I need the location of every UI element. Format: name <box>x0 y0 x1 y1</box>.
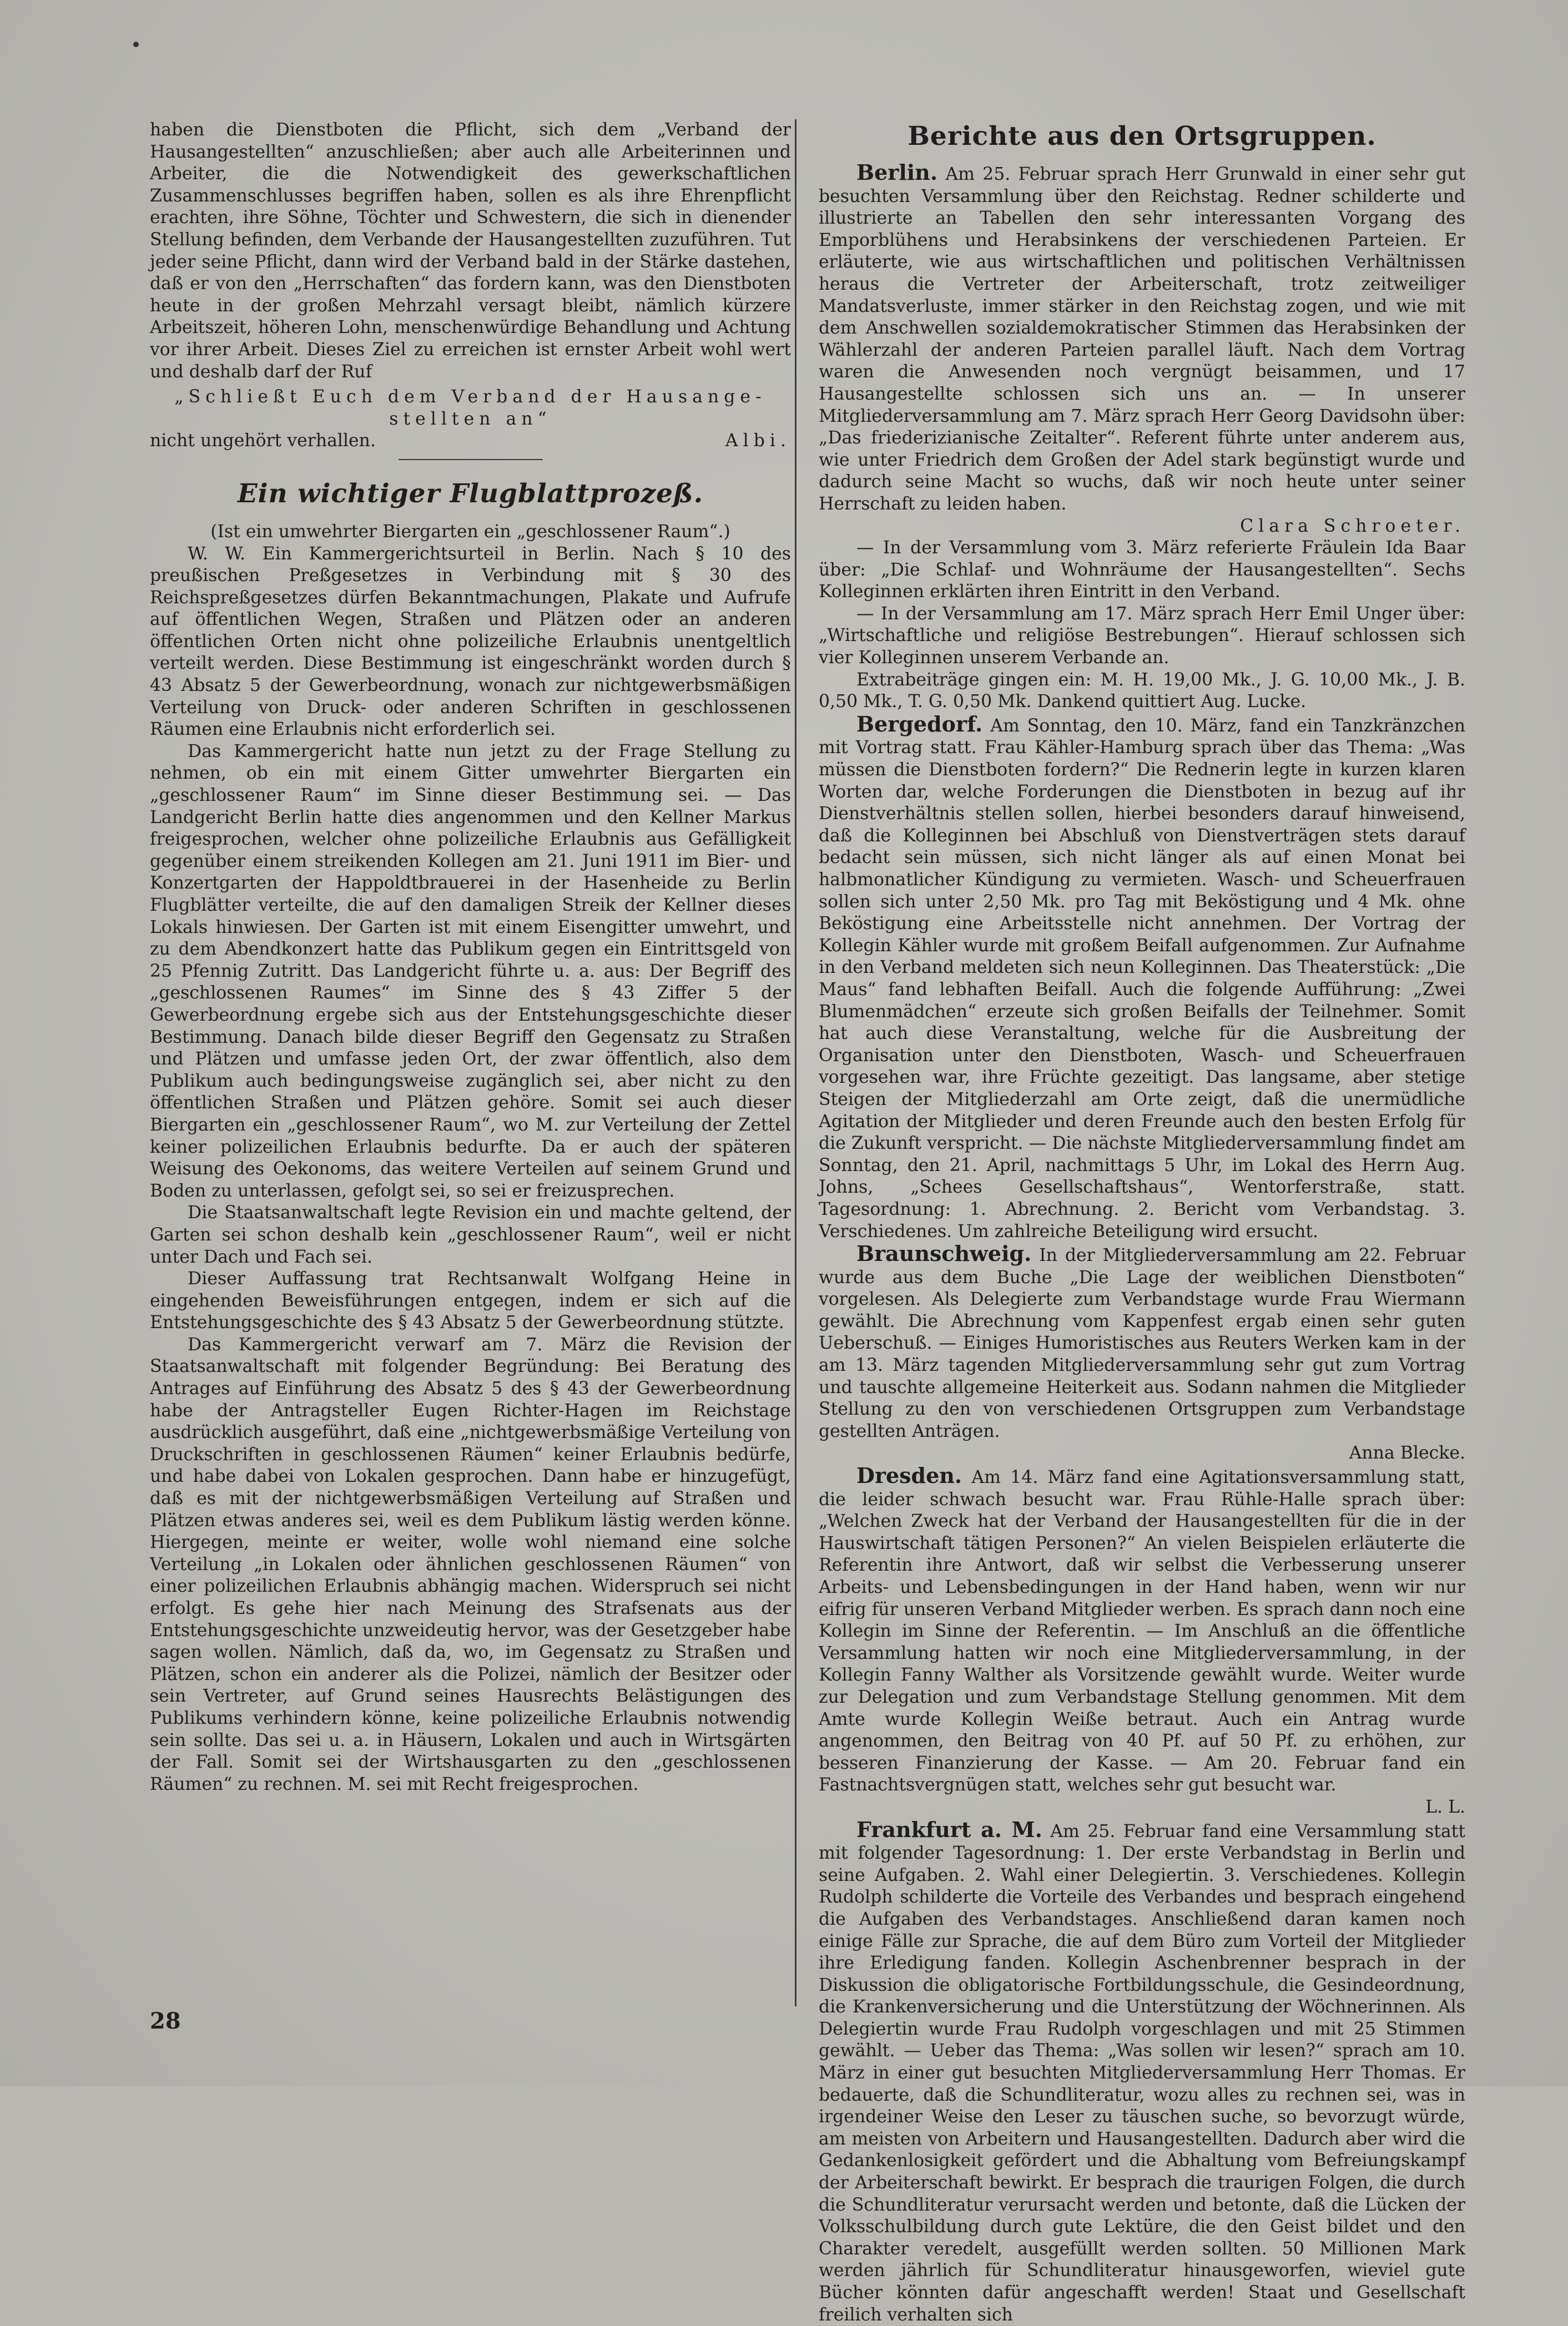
report-place: Bergedorf. <box>856 711 983 736</box>
intro-paragraph: haben die Dienstboten die Pflicht, sich dem „Verband der Hausangestellten“ anzuschließen; aber auch alle Arbeiterinnen und Arbeiter, die die Notwendigkeit des gewerkschaftlichen Zusammenschlusses begriffen haben, sollen es als ihre Ehrenpflicht erachten, ihre Söhne, Töchter und Schwestern, die sich in dienender Stellung befinden, dem Verbande der Hausangestellten zuzuführen. Tut jeder seine Pflicht, dann wird der Verband bald in der Stärke dastehen, daß er von den „Herrschaften“ das fordern kann, was den Dienstboten heute in der großen Mehrzahl versagt bleibt, nämlich kürzere Arbeitszeit, höheren Lohn, menschenwürdige Behandlung und Achtung vor ihrer Arbeit. Dieses Ziel zu erreichen ist ernster Arbeit wohl wert und deshalb darf der Ruf <box>150 120 791 382</box>
article-title: Ein wichtiger Flugblattprozeß. <box>237 478 704 509</box>
report-signature: Anna Blecke. <box>1349 1443 1465 1464</box>
closing-signature: Albi. <box>725 431 791 451</box>
article-paragraph-3: Die Staatsanwaltschaft legte Revision ein und machte geltend, der Garten sei schon deshalb kein „geschlossener Raum“, weil er nicht unter Dach und Fach sei. <box>150 1203 791 1267</box>
report-braunschweig <box>819 1243 1465 1465</box>
report-bergedorf <box>819 713 1465 1243</box>
column-divider <box>795 119 796 2006</box>
report-text: Am 14. März fand eine Agitationsversammlung statt, die leider schwach besucht war. Frau Rühle-Halle sprach über: „Welchen Zweck hat der Verband der Hausangestellten für die in der Hauswirtschaft tätigen Personen?“ An vielen Beispielen erläuterte die Referentin ihre Antwort, daß wir selbst die Verbesserung unserer Arbeits- und Lebensbedingungen in der Hand haben, wenn wir nur eifrig für unseren Verband Mitglieder werben. Es sprach dann noch eine Kollegin im Sinne der Referentin. — Im Anschluß an die öffentliche Versammlung hatten wir noch eine Mitgliederversammlung, in der Kollegin Fanny Walther als Vorsitzende gewählt wurde. Weiter wurde zur Delegation und zum Verbandstage Stellung genommen. Mit dem Amte wurde Kollegin Weiße betraut. Auch ein Antrag wurde angenommen, den Beitrag von 40 Pf. auf 50 Pf. zu erhöhen, zur besseren Finanzierung der Kasse. — Am 20. Februar fand ein Fastnachtsvergnügen statt, welches sehr gut besucht war. <box>819 1467 1465 1795</box>
report-berlin-extra-3: Extrabeiträge gingen ein: M. H. 19,00 Mk., J. G. 10,00 Mk., J. B. 0,50 Mk., T. G. 0,50 Mk. Dankend quittiert Aug. Lucke. <box>819 669 1465 712</box>
closing-line <box>150 430 791 452</box>
report-berlin-extra-1: — In der Versammlung vom 3. März referierte Fräulein Ida Baar über: „Die Schlaf- und Wohnräume der Hausangestellten“. Sechs Kolleginnen erklärten ihren Eintritt in den Verband. <box>819 538 1465 602</box>
report-text: Am Sonntag, den 10. März, fand ein Tanzkränzchen mit Vortrag statt. Frau Kähler-Hamburg sprach über das Thema: „Was müssen die Dienstboten fordern?“ Die Rednerin legte in kurzen klaren Worten dar, welche Forderungen die Dienstboten in bezug auf ihr Dienstverhältnis stellen sollen, hierbei besonders darauf hinweisend, daß die Kolleginnen bei Abschluß von Dienstverträgen stets darauf bedacht sein müssen, sich nicht länger als auf einen Monat bei halbmonatlicher Kündigung zu vermieten. Wasch- und Scheuerfrauen sollen sich unter 2,50 Mk. pro Tag mit Beköstigung und 4 Mk. ohne Beköstigung eine Arbeitsstelle nicht annehmen. Der Vortrag der Kollegin Kähler wurde mit großem Beifall aufgenommen. Zur Aufnahme in den Verband meldeten sich neun Kolleginnen. Das Theaterstück: „Die Maus“ fand lebhaften Beifall. Auch die folgende Aufführung: „Zwei Blumenmädchen“ erzeute sich großen Beifalls der Teilnehmer. Somit hat auch diese Veranstaltung, welche für die Ausbreitung der Organisation unter den Dienstboten, Wasch- und Scheuerfrauen vorgesehen war, ihre Früchte gezeitigt. Das langsame, aber stetige Steigen der Mitgliederzahl am Orte zeigt, daß die unermüdliche Agitation der Mitglieder und deren Freunde auch den besten Erfolg für die Zukunft verspricht. — Die nächste Mitgliederversammlung findet am Sonntag, den 21. April, nachmittags 5 Uhr, im Lokal des Herrn Aug. Johns, „Schees Gesellschaftshaus“, Wentorferstraße, statt. Tagesordnung: 1. Abrechnung. 2. Bericht vom Verbandstag. 3. Verschiedenes. Um zahlreiche Beteiligung wird ersucht. <box>819 715 1465 1242</box>
report-text: Am 25. Februar fand eine Versammlung statt mit folgender Tagesordnung: 1. Der erste Verbandstag in Berlin und seine Aufgaben. 2. Wahl einer Delegiertin. 3. Verschiedenes. Kollegin Rudolph schilderte die Vorteile des Verbandes und besprach eingehend die Aufgaben des Verbandstages. Anschließend daran kamen noch einige Fälle zur Sprache, die auf dem Büro zum Vorteil der Mitglieder ihre Erledigung fanden. Kollegin Aschenbrenner besprach in der Diskussion die obligatorische Fortbildungsschule, die Gesindeordnung, die Krankenversicherung und die Unterstützung der Wöchnerinnen. Als Delegiertin wurde Frau Rudolph vorgeschlagen und mit 25 Stimmen gewählt. — Ueber das Thema: „Was sollen wir lesen?“ sprach am 10. März in einer gut besuchten Mitgliederversammlung Herr Thomas. Er bedauerte, daß die Schundliteratur, wozu alles zu rechnen sei, was in irgendeiner Weise den Leser zu täuschen suche, so bevorzugt würde, am meisten von Arbeitern und Hausangestellten. Dadurch aber wird die Gedankenlosigkeit gefördert und die Abhaltung vom Befreiungskampf der Arbeiterschaft bewirkt. Er besprach die traurigen Folgen, die durch die Schundliteratur verursacht werden und betonte, daß die Lücken der Volksschulbildung durch gute Lektüre, die den Geist bildet und den Charakter veredelt, ausgefüllt werden sollten. 50 Millionen Mark werden jährlich für Schundliteratur hinausgeworfen, wieviel gute Bücher könnten dafür angeschafft werden! Staat und Gesellschaft freilich verhalten sich <box>819 1821 1465 2325</box>
section-divider <box>399 459 543 460</box>
report-place: Frankfurt a. M. <box>856 1817 1042 1842</box>
article-paragraph-1: W. W. Ein Kammergerichtsurteil in Berlin. Nach § 10 des preußischen Preßgesetzes in Verbindung mit § 30 des Reichspreßgesetzes dürfen Bekanntmachungen, Plakate und Aufrufe auf öffentlichen Wegen, Straßen und Plätzen oder an anderen öffentlichen Orten nicht ohne polizeiliche Erlaubnis unentgeltlich verteilt werden. Diese Bestimmung ist eingeschränkt worden durch § 43 Absatz 5 der Gewerbeordnung, wonach zur nichtgewerbsmäßigen Verteilung von Druck- oder anderen Schriften in geschlossenen Räumen eine Erlaubnis nicht erforderlich sei. <box>150 543 791 740</box>
article-paragraph-4: Dieser Auffassung trat Rechtsanwalt Wolfgang Heine in eingehenden Beweisführungen entgegen, indem er sich auf die Entstehungsgeschichte des § 43 Absatz 5 der Gewerbeordnung stützte. <box>150 1269 791 1333</box>
call-line-2: stellten an“ <box>389 408 552 429</box>
report-berlin-extra-2: — In der Versammlung am 17. März sprach Herr Emil Unger über: „Wirtschaftliche und religiöse Bestrebungen“. Hierauf schlossen sich vier Kolleginnen unserem Verbande an. <box>819 603 1465 668</box>
report-signature: L. L. <box>1425 1797 1465 1817</box>
report-text: In der Mitgliederversammlung am 22. Februar wurde aus dem Buche „Die Lage der weiblichen Dienstboten“ vorgelesen. Als Delegierte zum Verbandstage wurde Frau Wiermann gewählt. Die Abrechnung vom Kappenfest ergab einen sehr guten Ueberschuß. — Einiges Humoristisches aus Reuters Werken kam in der am 13. März tagenden Mitgliederversammlung sehr gut zum Vortrag und tauschte allgemeine Heiterkeit aus. Sodann nahmen die Mitglieder Stellung zu den von verschiedenen Ortsgruppen zum Verbandstage gestellten Anträgen. <box>819 1245 1465 1441</box>
article-paragraph-5: Das Kammergericht verwarf am 7. März die Revision der Staatsanwaltschaft mit folgender Begründung: Bei Beratung des Antrages auf Einführung des Absatz 5 des § 43 der Gewerbeordnung habe der Antragsteller Eugen Richter-Hagen im Reichstage ausdrücklich ausgeführt, daß eine „nichtgewerbsmäßige Verteilung von Druckschriften in geschlossenen Räumen“ keiner Erlaubnis bedürfe, und habe dabei von Lokalen gesprochen. Dann habe er hinzugefügt, daß es mit der nichtgewerbsmäßigen Verteilung auf Straßen und Plätzen etwas anderes sei, weil es dem Publikum lästig werden könne. Hiergegen, meinte er weiter, wolle wohl niemand eine solche Verteilung „in Lokalen oder ähnlichen geschlossenen Räumen“ von einer polizeilichen Erlaubnis abhängig machen. Widerspruch sei nicht erfolgt. Es gehe hier nach Meinung des Strafsenats aus der Entstehungsgeschichte unzweideutig hervor, was der Gesetzgeber habe sagen wollen. Nämlich, daß da, wo, im Gegensatz zu Straßen und Plätzen, schon ein anderer als die Polizei, nämlich der Besitzer oder sein Vertreter, auf Grund seines Hausrechts Belästigungen des Publikums verhindern könne, keine polizeiliche Erlaubnis notwendig sein sollte. Das sei u. a. in Häusern, Lokalen und auch in Wirtsgärten der Fall. Somit sei der Wirtshausgarten zu den „geschlossenen Räumen“ zu rechnen. M. sei mit Recht freigesprochen. <box>150 1334 791 1794</box>
report-berlin <box>819 162 1465 537</box>
ink-speck <box>133 42 139 47</box>
left-column <box>150 119 791 1795</box>
report-signature: Clara Schroeter. <box>1240 516 1465 536</box>
page-number: 28 <box>150 2008 181 2034</box>
closing-text: nicht ungehört verhallen. <box>150 431 376 451</box>
article-paragraph-2: Das Kammergericht hatte nun jetzt zu der Frage Stellung zu nehmen, ob ein mit einem Gitter umwehrter Biergarten ein „geschlossener Raum“ im Sinne dieser Bestimmung sei. — Das Landgericht Berlin hatte dies angenommen und den Kellner Markus freigesprochen, welcher ohne polizeiliche Erlaubnis aus Gefälligkeit gegenüber einem streikenden Kollegen am 21. Juni 1911 im Bier- und Konzertgarten der Happoldtbrauerei in der Hasenheide zu Berlin Flugblätter verteilte, die auf den damaligen Streik der Kellner dieses Lokals hinwiesen. Der Garten ist mit einem Eisengitter umwehrt, und zu dem Abendkonzert hatte das Publikum gegen ein Eintrittsgeld von 25 Pfennig Zutritt. Das Landgericht führte u. a. aus: Der Begriff des „geschlossenen Raumes“ im Sinne des § 43 Ziffer 5 der Gewerbeordnung ergebe sich aus der Entstehungsgeschichte dieser Bestimmung. Danach bilde dieser Begriff den Gegensatz zu Straßen und Plätzen und umfasse jeden Ort, der zwar öffentlich, also dem Publikum auch bedingungsweise zugänglich sei, aber nicht zu den öffentlichen Straßen und Plätzen gehöre. Somit sei auch dieser Biergarten ein „geschlossener Raum“, wo M. zur Verteilung der Zettel keiner polizeilichen Erlaubnis bedurfte. Da er auch der späteren Weisung des Oekonoms, das weitere Verteilen auf seinem Grund und Boden zu unterlassen, gefolgt sei, so sei er freizusprechen. <box>150 741 791 1201</box>
call-line-1: „Schließt Euch dem Verband der Hausange- <box>174 387 767 407</box>
report-dresden <box>819 1465 1465 1819</box>
section-title: Berichte aus den Ortsgruppen. <box>907 121 1377 152</box>
report-frankfurt <box>819 1819 1465 2326</box>
article-subtitle: (Ist ein umwehrter Biergarten ein „geschlossener Raum“.) <box>210 521 730 542</box>
report-place: Dresden. <box>856 1463 962 1489</box>
right-column <box>819 119 1465 2326</box>
report-place: Braunschweig. <box>856 1241 1032 1267</box>
report-place: Berlin. <box>856 160 938 185</box>
report-text: Am 25. Februar sprach Herr Grunwald in einer sehr gut besuchten Versammlung über den Reichstag. Redner schilderte und illustrierte an Tabellen den sehr interessanten Vorgang des Emporblühens und Herabsinkens der verschiedenen Parteien. Er erläuterte, wie aus wirtschaftlichen und politischen Verhältnissen heraus die Vertreter der Arbeiterschaft, trotz zeitweiliger Mandatsverluste, immer stärker in den Reichstag zogen, und wie mit dem Anschwellen sozialdemokratischer Stimmen das Herabsinken der Wählerzahl der anderen Parteien parallel läuft. Nach dem Vortrag waren die Anwesenden noch vergnügt beisammen, und 17 Hausangestellte schlossen sich uns an. — In unserer Mitgliederversammlung am 7. März sprach Herr Georg Davidsohn über: „Das friederizianische Zeitalter“. Referent führte unter anderem aus, wie unter Friedrich dem Großen der Adel stark begünstigt wurde und dadurch seine Macht so wuchs, daß wir noch heute unter seiner Herrschaft zu leiden haben. <box>819 164 1466 514</box>
